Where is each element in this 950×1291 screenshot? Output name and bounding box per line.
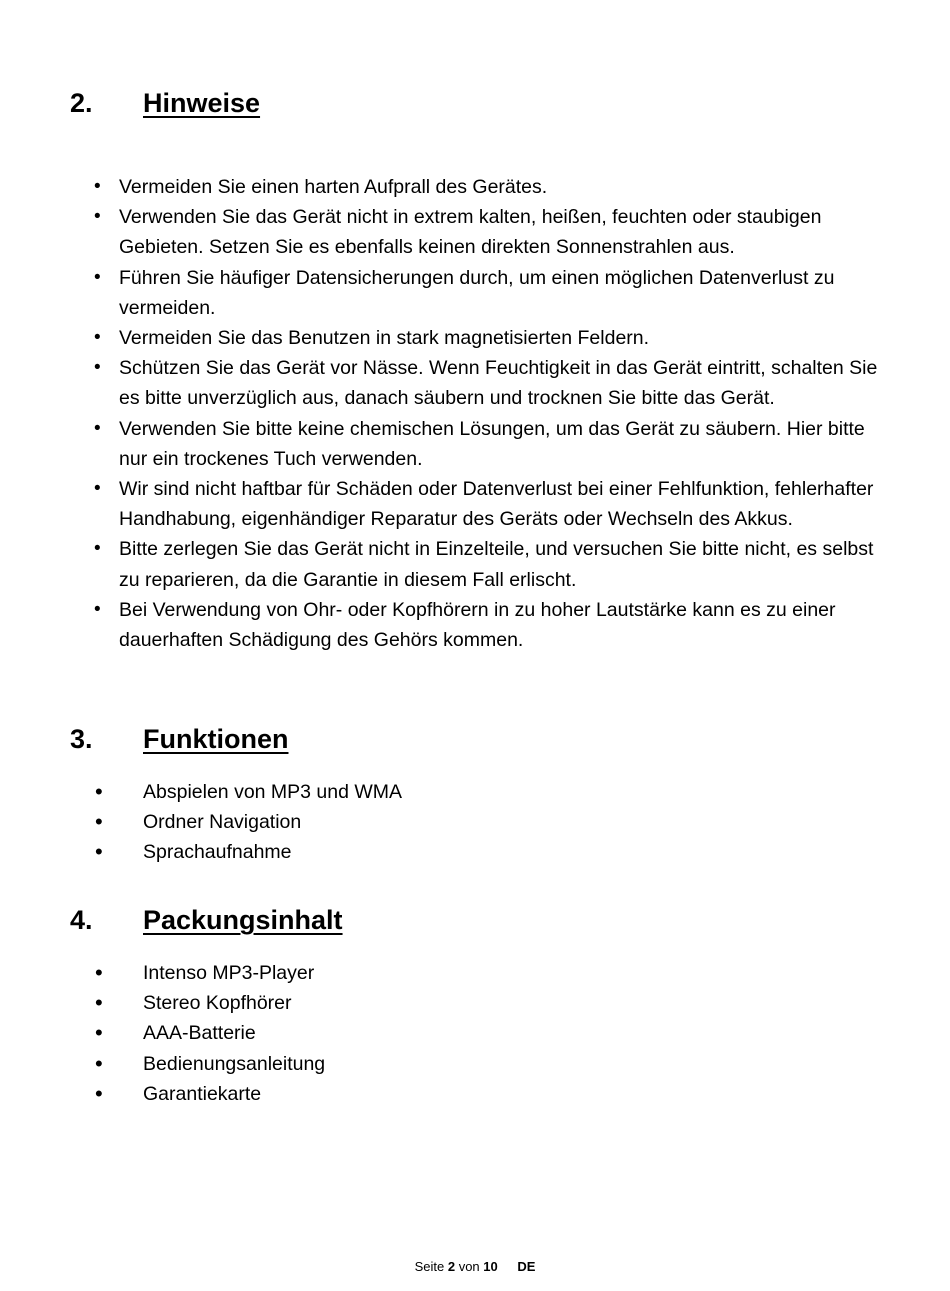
list-item: • Ordner Navigation — [0, 807, 950, 837]
bullet-icon: • — [94, 598, 101, 620]
list-item: • Intenso MP3-Player — [0, 958, 950, 988]
footer-prefix: Seite — [414, 1259, 445, 1274]
bullet-icon: • — [95, 960, 103, 985]
page-footer — [0, 1259, 950, 1275]
section-number: 3. — [70, 724, 93, 754]
list-item: • Bitte zerlegen Sie das Gerät nicht in Einzelteile, und versuchen Sie bitte nicht, es selbst zu reparieren, da die Garantie in diesem Fall erlischt. — [0, 534, 950, 594]
bullet-icon: • — [95, 1080, 103, 1106]
list-item: • Sprachaufnahme — [0, 837, 950, 867]
list-item: • Verwenden Sie bitte keine chemischen Lösungen, um das Gerät zu säubern. Hier bitte nur ein trockenes Tuch verwenden. — [0, 414, 950, 474]
list-item: • Vermeiden Sie das Benutzen in stark magnetisierten Feldern. — [0, 323, 950, 353]
list-item: • Bei Verwendung von Ohr- oder Kopfhörern in zu hoher Lautstärke kann es zu einer dauerhaften Schädigung des Gehörs kommen. — [0, 595, 950, 655]
bullet-icon: • — [95, 990, 103, 1016]
section-4-heading — [70, 903, 343, 937]
bullet-icon: • — [95, 1020, 103, 1046]
section-title: Funktionen — [143, 724, 289, 754]
bullet-icon: • — [95, 809, 103, 835]
bullet-icon: • — [95, 839, 103, 865]
bullet-icon: • — [94, 478, 101, 500]
bullet-icon: • — [94, 538, 101, 560]
bullet-icon: • — [94, 266, 101, 288]
bullet-icon: • — [94, 206, 101, 228]
list-item: • Führen Sie häufiger Datensicherungen durch, um einen möglichen Datenverlust zu vermeiden. — [0, 263, 950, 323]
section-2-heading — [70, 86, 260, 120]
section-number: 2. — [70, 88, 93, 118]
bullet-icon: • — [94, 176, 101, 197]
packungsinhalt-list — [0, 958, 950, 1109]
list-item: • Schützen Sie das Gerät vor Nässe. Wenn Feuchtigkeit in das Gerät eintritt, schalten Sie es bitte unverzüglich aus, danach säubern und trocknen Sie bitte das Gerät. — [0, 353, 950, 413]
bullet-icon: • — [94, 417, 101, 439]
list-item: • AAA-Batterie — [0, 1018, 950, 1048]
bullet-icon: • — [94, 327, 101, 349]
list-item: • Bedienungsanleitung — [0, 1049, 950, 1079]
list-item: • Garantiekarte — [0, 1079, 950, 1109]
section-title: Packungsinhalt — [143, 905, 343, 935]
list-item: • Abspielen von MP3 und WMA — [0, 777, 950, 807]
funktionen-list — [0, 777, 950, 868]
list-item: • Wir sind nicht haftbar für Schäden oder Datenverlust bei einer Fehlfunktion, fehlerhafter Handhabung, eigenhändiger Reparatur des Geräts oder Wechseln des Akkus. — [0, 474, 950, 534]
language-code: DE — [517, 1259, 536, 1274]
section-title: Hinweise — [143, 88, 261, 118]
bullet-icon: • — [95, 779, 103, 804]
page-number: 2 — [447, 1259, 456, 1274]
section-number: 4. — [70, 905, 93, 935]
section-3-heading — [70, 722, 288, 756]
hinweise-list — [0, 172, 950, 655]
list-item: • Vermeiden Sie einen harten Aufprall des Gerätes. — [0, 172, 950, 202]
bullet-icon: • — [95, 1050, 103, 1076]
bullet-icon: • — [94, 357, 101, 379]
footer-of: von — [458, 1259, 480, 1274]
list-item: • Stereo Kopfhörer — [0, 988, 950, 1018]
list-item: • Verwenden Sie das Gerät nicht in extrem kalten, heißen, feuchten oder staubigen Gebieten. Setzen Sie es ebenfalls keinen direkten Sonnenstrahlen aus. — [0, 202, 950, 262]
page-total: 10 — [483, 1259, 498, 1274]
